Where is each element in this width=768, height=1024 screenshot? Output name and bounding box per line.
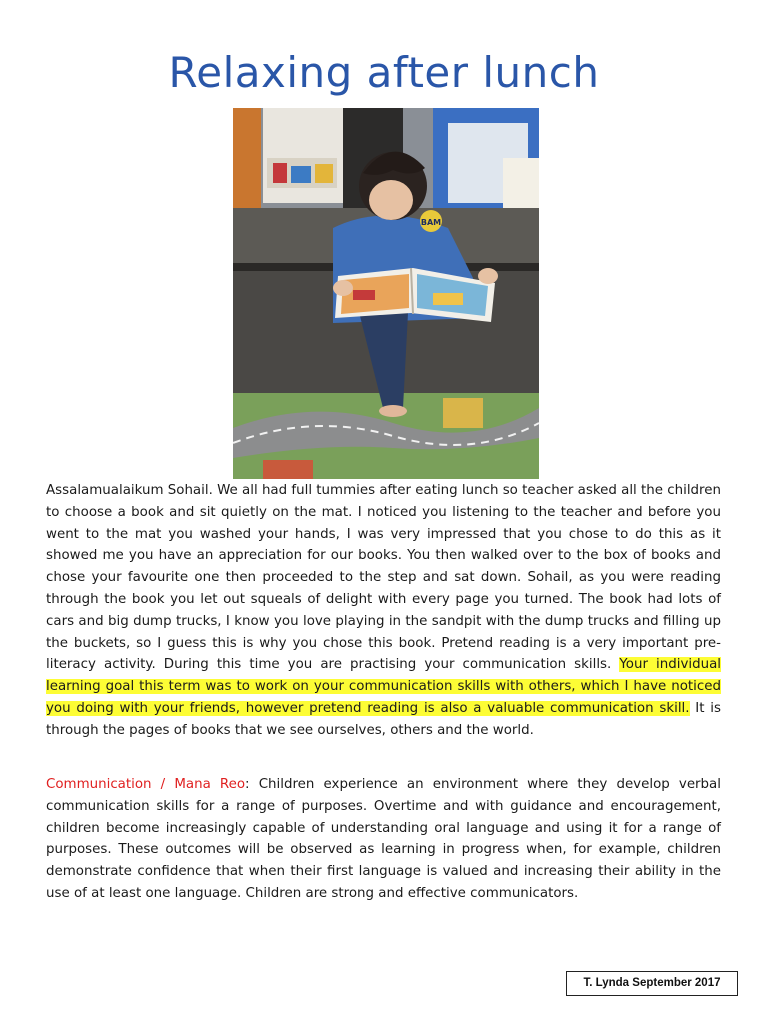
jacket-badge-text: BAM <box>420 218 442 227</box>
learning-goal-highlight: Your individual learning goal this term was to work on your communication skills with others, which I have noticed you doing with your friends, however pretend reading is also a valuable communication skill. <box>46 657 721 716</box>
strand-colon: : <box>245 777 250 792</box>
curriculum-strand-paragraph <box>46 774 721 905</box>
story-text-part2: It is through the pages of books that we see ourselves, others and the world. <box>46 700 721 738</box>
author-date-footer: T. Lynda September 2017 <box>566 971 738 996</box>
learning-story-paragraph <box>46 480 721 742</box>
page-title: Relaxing after lunch <box>168 48 600 97</box>
story-text-part1: Assalamualaikum Sohail. We all had full tummies after eating lunch so teacher asked all the children to choose a book and sit quietly on the mat. I noticed you listening to the teacher and before you went to the mat you washed your hands, I was very impressed that you chose to do this as it showed me you have an appreciation for our books. You then walked over to the box of books and chose your favourite one then proceeded to the step and sat down. Sohail, as you were reading through the book you let out squeals of delight with every page you turned. The book had lots of cars and big dump trucks, I know you love playing in the sandpit with the dump trucks and filling up the buckets, so I guess this is why you chose this book. Pretend reading is a very important pre-literacy activity. During this time you are practising your communication skills. <box>46 483 721 673</box>
strand-description: Children experience an environment where they develop verbal communication skills for a range of purposes. Overtime and with guidance and encouragement, children become increasingly capable of understanding oral language and using it for a range of purposes. These outcomes will be observed as learning in progress when, for example, children demonstrate confidence that when their first language is valued and increasing their ability in the use of at least one language. Children are strong and effective communicators. <box>46 777 721 901</box>
photo-child-reading <box>233 108 539 479</box>
strand-label: Communication / Mana Reo <box>46 777 246 792</box>
